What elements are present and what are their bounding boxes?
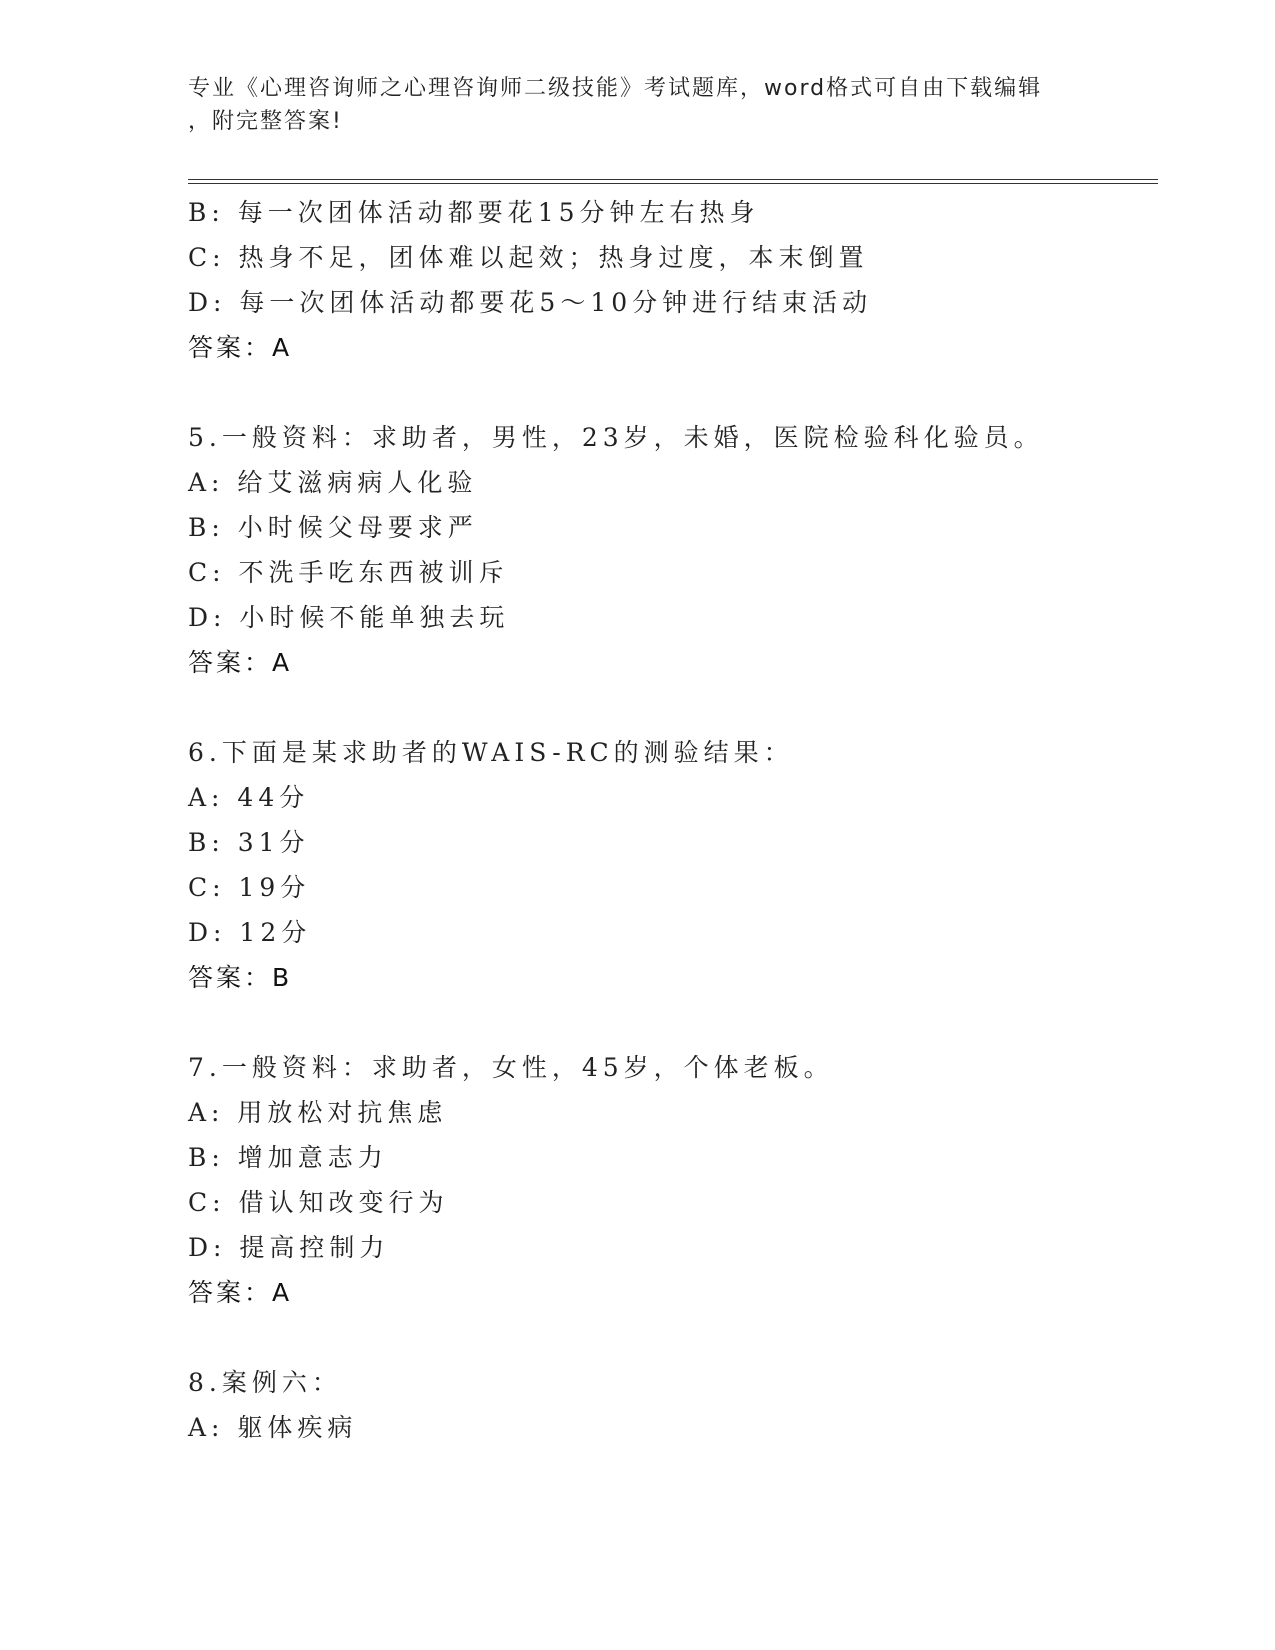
- option-line: D: 提高控制力: [188, 1233, 390, 1262]
- header-title-line2: ，附完整答案!: [188, 109, 343, 134]
- option-line: A: 躯体疾病: [188, 1413, 358, 1442]
- document-header: [188, 72, 1088, 138]
- answer-line: 答案：A: [188, 1278, 293, 1307]
- option-line: A: 给艾滋病病人化验: [188, 468, 478, 497]
- option-line: D: 每一次团体活动都要花5～10分钟进行结束活动: [188, 288, 873, 317]
- header-divider-top: [188, 179, 1158, 180]
- option-line: C: 19分: [188, 873, 311, 902]
- option-line: D: 12分: [188, 918, 312, 947]
- option-line: B: 增加意志力: [188, 1143, 388, 1172]
- option-line: A: 用放松对抗焦虑: [188, 1098, 448, 1127]
- header-title-line1: 专业《心理咨询师之心理咨询师二级技能》考试题库，word格式可自由下载编辑: [188, 76, 1043, 101]
- option-line: A: 44分: [188, 783, 310, 812]
- question-stem: 5.一般资料：求助者，男性，23岁，未婚，医院检验科化验员。: [188, 423, 1044, 452]
- header-divider-bottom: [188, 183, 1158, 184]
- option-line: B: 小时候父母要求严: [188, 513, 478, 542]
- option-line: C: 热身不足，团体难以起效；热身过度，本末倒置: [188, 243, 869, 272]
- question-stem: 7.一般资料：求助者，女性，45岁，个体老板。: [188, 1053, 834, 1082]
- question-stem: 8.案例六：: [188, 1368, 342, 1397]
- answer-line: 答案：A: [188, 648, 293, 677]
- option-line: C: 不洗手吃东西被训斥: [188, 558, 509, 587]
- question-stem: 6.下面是某求助者的WAIS-RC的测验结果：: [188, 738, 794, 767]
- option-line: D: 小时候不能单独去玩: [188, 603, 510, 632]
- answer-line: 答案：B: [188, 963, 293, 992]
- answer-line: 答案：A: [188, 333, 293, 362]
- option-line: B: 31分: [188, 828, 310, 857]
- option-line: B: 每一次团体活动都要花15分钟左右热身: [188, 198, 760, 227]
- option-line: C: 借认知改变行为: [188, 1188, 449, 1217]
